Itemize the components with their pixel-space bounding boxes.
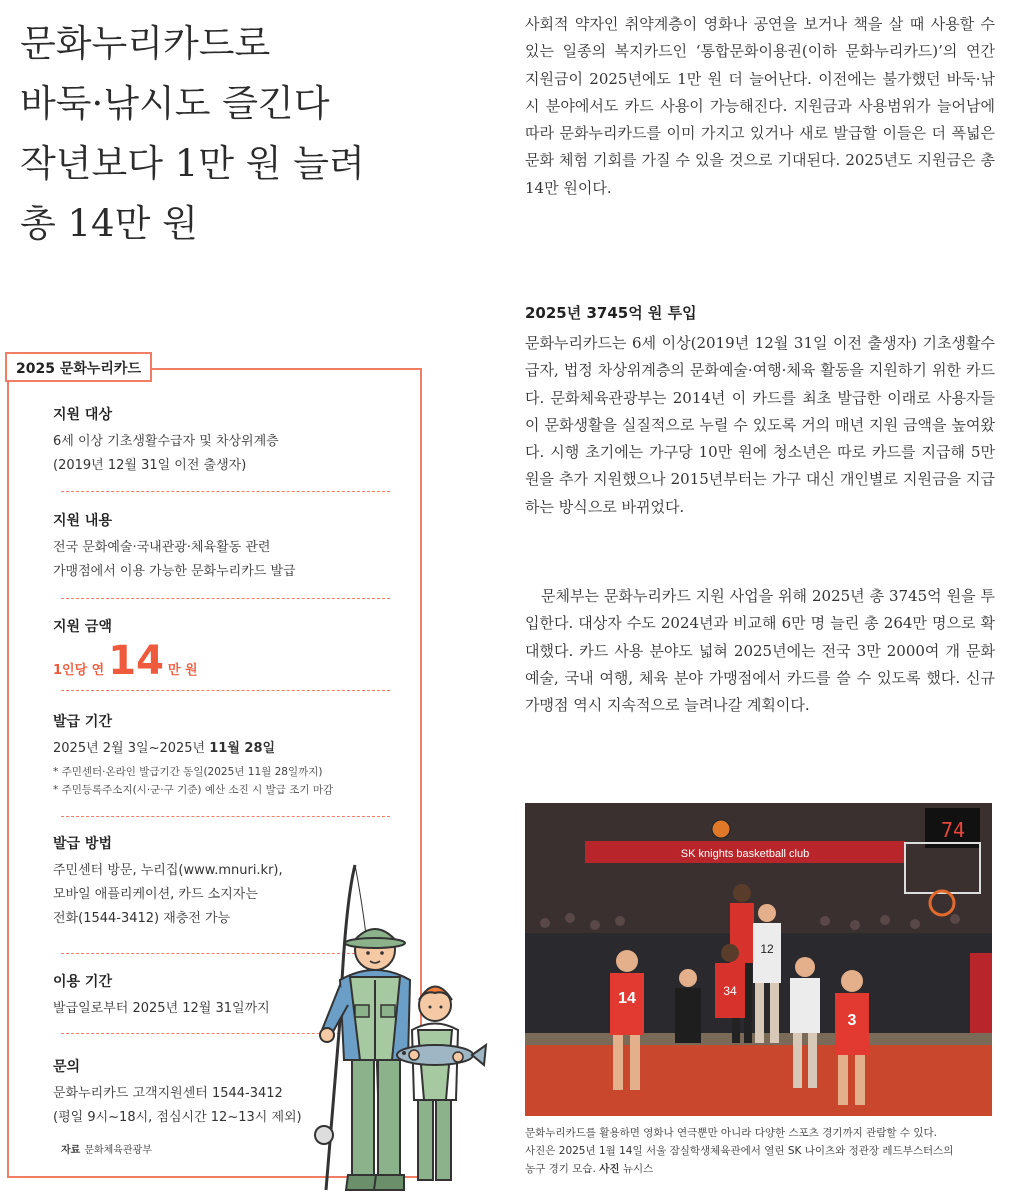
photo-jersey-number: 12 bbox=[760, 942, 774, 956]
section-title: 발급 기간 bbox=[53, 714, 112, 730]
caption-credit: 뉴시스 bbox=[622, 1163, 654, 1175]
section-text: 문화누리카드 고객지원센터 1544-3412 bbox=[53, 1086, 283, 1101]
amount-suffix: 만 원 bbox=[167, 663, 198, 678]
basketball-photo bbox=[525, 803, 992, 1116]
source-text: 문화체육관광부 bbox=[84, 1145, 152, 1156]
section-text: 가맹점에서 이용 가능한 문화누리카드 발급 bbox=[53, 564, 296, 579]
section-text: 6세 이상 기초생활수급자 및 차상위계층 bbox=[53, 434, 279, 449]
section-title: 문의 bbox=[53, 1059, 81, 1075]
article-subheading: 2025년 3745억 원 투입 bbox=[525, 304, 697, 322]
headline-line: 문화누리카드로 bbox=[20, 22, 271, 65]
photo-jersey-number: 14 bbox=[618, 990, 636, 1007]
caption-line: 농구 경기 모습. bbox=[525, 1163, 596, 1175]
caption-credit-label: 사진 bbox=[599, 1163, 620, 1175]
section-text: 전국 문화예술·국내관광·체육활동 관련 bbox=[53, 540, 271, 555]
source-credit bbox=[61, 1141, 152, 1156]
section-text: 발급일로부터 2025년 12월 31일까지 bbox=[53, 1001, 270, 1016]
section-text: (평일 9시~18시, 점심시간 12~13시 제외) bbox=[53, 1110, 302, 1125]
photo-jersey-number: 3 bbox=[847, 1012, 857, 1029]
section-text: 주민센터 방문, 누리집(www.mnuri.kr), bbox=[53, 863, 283, 878]
article-paragraph: 문체부는 문화누리카드 지원 사업을 위해 2025년 총 3745억 원을 투입한다. 대상자 수도 2024년과 비교해 6만 명 늘린 총 264만 명으로 확대했다. 카드 사용 분야도 넓혀 2025년에는 전국 3만 2000여 개 문화예술, 국내 여행, 체육 분야 가맹점에서 카드를 쓸 수 있도록 했다. 신규 가맹점 역시 지속적으로 늘려나갈 계획이다. bbox=[525, 587, 995, 715]
section-note: * 주민센터·온라인 발급기간 동일(2025년 11월 28일까지) bbox=[53, 766, 323, 778]
section-content bbox=[53, 510, 390, 584]
photo-caption bbox=[525, 1124, 995, 1178]
section-issue-period bbox=[53, 711, 390, 799]
section-title: 이용 기간 bbox=[53, 974, 112, 990]
photo-scoreboard: 74 bbox=[940, 818, 966, 842]
dashed-divider bbox=[61, 598, 390, 599]
section-text: 전화(1544-3412) 재충전 가능 bbox=[53, 911, 231, 926]
section-target bbox=[53, 404, 390, 478]
amount-prefix: 1인당 연 bbox=[53, 663, 105, 678]
section-amount bbox=[53, 616, 390, 682]
headline bbox=[20, 14, 440, 254]
section-note: * 주민등록주소지(시·군·구 기준) 예산 소진 시 발급 조기 마감 bbox=[53, 784, 334, 796]
dashed-divider bbox=[61, 491, 390, 492]
caption-line: 사진은 2025년 1월 14일 서울 잠실학생체육관에서 열린 SK 나이츠와 정관장 레드부스터스의 bbox=[525, 1145, 954, 1157]
dashed-divider bbox=[61, 690, 390, 691]
section-text: (2019년 12월 31일 이전 출생자) bbox=[53, 458, 247, 473]
article-paragraph: 문화누리카드는 6세 이상(2019년 12월 31일 이전 출생자) 기초생활수급자, 법정 차상위계층의 문화예술·여행·체육 활동을 지원하기 위한 카드다. 문화체육관광부는 2014년 이 카드를 최초 발급한 이래로 사용자들이 문화생활을 실질적으로 누릴 수 있도록 거의 매년 지원 금액을 높여왔다. 시행 초기에는 가구당 10만 원에 청소년은 따로 카드를 지급해 5만 원을 추가 지원했으나 2015년부터는 가구 대신 개인별로 지원금을 지급하는 방식으로 바뀌었다. bbox=[525, 334, 995, 516]
section-title: 지원 대상 bbox=[53, 407, 112, 423]
fisherman-illustration bbox=[300, 845, 490, 1195]
headline-line: 바둑·낚시도 즐긴다 bbox=[20, 82, 330, 125]
source-label: 자료 bbox=[61, 1145, 81, 1156]
period-text: 2025년 2월 3일~2025년 bbox=[53, 741, 210, 756]
headline-line: 총 14만 원 bbox=[20, 202, 198, 245]
caption-line: 문화누리카드를 활용하면 영화나 연극뿐만 아니라 다양한 스포츠 경기까지 관람할 수 있다. bbox=[525, 1127, 938, 1139]
dashed-divider bbox=[61, 816, 390, 817]
section-title: 지원 내용 bbox=[53, 513, 112, 529]
section-text bbox=[53, 737, 390, 761]
photo-jersey-number: 34 bbox=[723, 984, 737, 998]
article-paragraph: 사회적 약자인 취약계층이 영화나 공연을 보거나 책을 살 때 사용할 수 있는 일종의 복지카드인 ‘통합문화이용권(이하 문화누리카드)’의 연간 지원금이 2025년에도 1만 원 더 늘어난다. 이전에는 불가했던 바둑·낚시 분야에서도 카드 사용이 가능해진다. 지원금과 사용범위가 늘어남에 따라 문화누리카드를 이미 가지고 있거나 새로 발급할 이들은 더 폭넓은 문화 체험 기회를 가질 수 있을 것으로 기대된다. 2025년도 지원금은 총 14만 원이다. bbox=[525, 15, 995, 197]
amount-line bbox=[53, 640, 390, 682]
section-title: 발급 방법 bbox=[53, 836, 112, 852]
headline-line: 작년보다 1만 원 늘려 bbox=[20, 142, 365, 185]
section-title: 지원 금액 bbox=[53, 619, 112, 635]
info-box-tag: 2025 문화누리카드 bbox=[5, 352, 152, 382]
period-deadline: 11월 28일 bbox=[209, 741, 276, 756]
section-text: 모바일 애플리케이션, 카드 소지자는 bbox=[53, 887, 258, 902]
photo-banner-text: SK knights basketball club bbox=[680, 848, 810, 860]
amount-value: 14 bbox=[108, 638, 164, 684]
